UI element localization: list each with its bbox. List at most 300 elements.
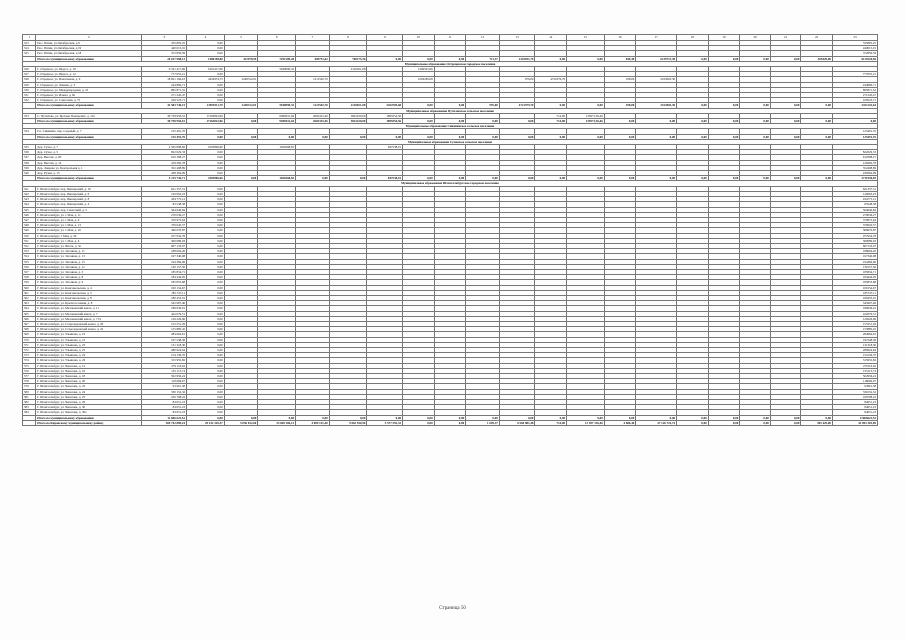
value-cell: 0,00	[466, 415, 500, 420]
value-cell: 370975,64	[832, 217, 877, 222]
value-cell: 0,00	[567, 103, 605, 108]
address-cell: Г. Шлиссельбург, ул. Чекалова, д. 12	[36, 363, 142, 368]
section-label: Муниципальное образование Суховское сельское поселение	[23, 139, 878, 144]
column-number-cell: 6	[258, 35, 296, 41]
value-cell: 777055,21	[832, 72, 877, 77]
value-cell: 434775,12	[832, 197, 877, 202]
value-cell: 83 548,38	[142, 202, 187, 207]
row-number: 563	[23, 301, 36, 306]
value-cell: 0,00	[187, 389, 225, 394]
row-number: 555	[23, 259, 36, 264]
value-cell: 118066,97	[832, 379, 877, 384]
value-cell: 5 056 812,60	[224, 420, 258, 425]
value-cell: 180 453,01	[142, 295, 187, 300]
value-cell: 0,00	[740, 103, 771, 108]
address-cell: Г. Шлиссельбург, пер. Пионерский, д. 8	[36, 197, 142, 202]
value-cell: 0,00	[296, 176, 330, 181]
address-cell: Г. Шлиссельбург, ул. Красного камня, д. 8	[36, 301, 142, 306]
total-label: Итого по муниципальному образованию	[36, 56, 142, 61]
column-number-cell: 18	[677, 35, 709, 41]
value-cell: 131 318,30	[142, 342, 187, 347]
value-cell: 125491,76	[832, 134, 877, 139]
value-cell: 185834,71	[832, 269, 877, 274]
address-cell: Г. Отрадное, ул. Ильич, д. 8а	[36, 93, 142, 98]
value-cell: 405751,62	[296, 56, 330, 61]
column-number-cell: 13	[499, 35, 535, 41]
value-cell: 0,00	[677, 420, 709, 425]
column-number-cell: 11	[434, 35, 466, 41]
value-cell: 1 649,37	[466, 420, 500, 425]
value-cell: 0,00	[187, 332, 225, 337]
address-cell: Г. Шлиссельбург, ул. Затонная, д. 8	[36, 275, 142, 280]
value-cell: 125 491,76	[142, 129, 187, 134]
address-cell: Г. Шлиссельбург, ул. Комсомольская, д. 4	[36, 285, 142, 290]
value-cell: 0,00	[187, 233, 225, 238]
value-cell: 0,00	[801, 415, 833, 420]
value-cell: 154 136,70	[142, 353, 187, 358]
value-cell: 0,00	[187, 295, 225, 300]
column-number-cell: 1	[23, 35, 36, 41]
row-number: 560	[23, 285, 36, 290]
row-number: 543	[23, 197, 36, 202]
value-cell: 2503806,66	[187, 176, 225, 181]
value-cell: 0,00	[708, 134, 740, 139]
value-cell: 0,00	[187, 379, 225, 384]
value-cell: 0,00	[636, 415, 677, 420]
address-cell: Дер. Выстав, д. 8б	[36, 155, 142, 160]
value-cell: 0,00	[187, 129, 225, 134]
value-cell: 9380431,64	[258, 119, 296, 124]
address-cell: Г. Шлиссельбург, ул. Ульянова, д. 25	[36, 347, 142, 352]
value-cell: 1269525,66	[403, 67, 435, 72]
total-label: Итого по Кировскому муниципальному району	[36, 420, 142, 425]
row-number: 571	[23, 342, 36, 347]
value-cell: 545907,46	[832, 301, 877, 306]
value-cell: 315955,82	[832, 358, 877, 363]
value-cell: 2248312,01	[224, 77, 258, 82]
value-cell: 366 670,87	[142, 228, 187, 233]
row-number: 569	[23, 332, 36, 337]
value-cell: 621 357,51	[142, 186, 187, 191]
value-cell: 100 154,67	[142, 285, 187, 290]
address-cell: Пос. Пятин, ул.Октябрьская, д.9	[36, 41, 142, 46]
value-cell: 370 975,64	[142, 217, 187, 222]
value-cell: 0,00	[466, 119, 500, 124]
value-cell: 244866,71	[832, 82, 877, 87]
value-cell: 106708,22	[832, 394, 877, 399]
value-cell: 0,00	[434, 134, 466, 139]
value-cell: 0,00	[677, 119, 709, 124]
value-cell: 895871,52	[832, 87, 877, 92]
value-cell: 5 577 592,33	[367, 420, 403, 425]
value-cell: 0,00	[187, 191, 225, 196]
value-cell: 125 491,76	[142, 134, 187, 139]
value-cell: 6119244,96	[832, 56, 877, 61]
value-cell: 0,00	[187, 202, 225, 207]
value-cell: 120063,23	[832, 191, 877, 196]
value-cell: 0,00	[296, 415, 330, 420]
value-cell: 188604,26	[832, 249, 877, 254]
value-cell: 0,00	[187, 368, 225, 373]
value-cell: 120 063,23	[142, 191, 187, 196]
value-cell: 0,00	[187, 327, 225, 332]
value-cell: 610398,27	[832, 155, 877, 160]
value-cell: 0,00	[466, 134, 500, 139]
value-cell: 188 604,26	[142, 249, 187, 254]
value-cell: 0,00	[187, 98, 225, 103]
value-cell: 84651,23	[832, 405, 877, 410]
value-cell: 0,00	[187, 285, 225, 290]
value-cell: 0,00	[801, 134, 833, 139]
address-cell: Г.п. Синявино, пер. Садовый, д. 7	[36, 129, 142, 134]
value-cell: 0,00	[187, 82, 225, 87]
column-number-cell: 12	[466, 35, 500, 41]
address-cell: Г. Отрадное, ул. Советская, д. 75	[36, 98, 142, 103]
value-cell: 0,00	[187, 150, 225, 155]
value-cell: 330152,32	[832, 389, 877, 394]
value-cell: 0,00	[187, 311, 225, 316]
value-cell: 2421142,64	[832, 103, 877, 108]
value-cell: 84651,23	[832, 400, 877, 405]
value-cell: 189 936,01	[142, 306, 187, 311]
column-number-cell: 17	[636, 35, 677, 41]
value-cell: 1211502,70	[296, 77, 330, 82]
value-cell: 0,00	[770, 56, 801, 61]
value-cell: 189936,01	[832, 306, 877, 311]
address-cell: Дер. Выстав, д. 14	[36, 160, 142, 165]
value-cell: 422 079,51	[142, 311, 187, 316]
value-cell: 9380431,64	[258, 113, 296, 118]
value-cell: 0,00	[187, 93, 225, 98]
value-cell: 0,00	[434, 56, 466, 61]
value-cell: 0,00	[499, 176, 535, 181]
address-cell: Г. Шлиссельбург, ул. Староладожский канал, д. 22	[36, 327, 142, 332]
value-cell: 2163003,30	[636, 103, 677, 108]
row-number: 579	[23, 384, 36, 389]
total-label: Итого по муниципальному образованию	[36, 415, 142, 420]
value-cell: 0,00	[434, 415, 466, 420]
value-cell: 0,00	[329, 415, 367, 420]
value-cell: 42 583 746,15	[142, 103, 187, 108]
value-cell: 0,00	[187, 171, 225, 176]
value-cell: 106 708,22	[142, 394, 187, 399]
value-cell: 0,00	[329, 134, 367, 139]
value-cell: 372859,59	[832, 51, 877, 56]
column-number-cell: 19	[708, 35, 740, 41]
value-cell: 29 232 316,37	[187, 420, 225, 425]
row-number: 546	[23, 212, 36, 217]
value-cell: 0,00	[224, 134, 258, 139]
value-cell: 438364,09	[832, 171, 877, 176]
value-cell: 305 429,00	[801, 420, 833, 425]
address-cell: Г. Шлиссельбург, ул. Чекалова, д. 30	[36, 405, 142, 410]
value-cell: 422079,51	[832, 311, 877, 316]
row-number: 552	[23, 243, 36, 248]
value-cell: 270 036,27	[142, 212, 187, 217]
row-number: 577	[23, 374, 36, 379]
row-number: 528	[23, 77, 36, 82]
total-label: Итого по муниципальному образованию	[36, 134, 142, 139]
row-number: 553	[23, 249, 36, 254]
column-number-cell: 15	[567, 35, 605, 41]
value-cell: 0,00	[636, 119, 677, 124]
row-number: 564	[23, 306, 36, 311]
value-cell: 0,00	[187, 353, 225, 358]
address-cell: Г. Шлиссельбург, ул. Ульянова, д. 24	[36, 353, 142, 358]
value-cell: 1211502,70	[296, 103, 330, 108]
value-cell: 0,00	[187, 316, 225, 321]
value-cell: 257934,78	[832, 233, 877, 238]
page-number: Страница 50	[439, 606, 466, 611]
value-cell: 11606622,52	[832, 415, 877, 420]
row-number: 573	[23, 353, 36, 358]
value-cell: 26 017 988,12	[142, 56, 187, 61]
value-cell: 0,00	[187, 51, 225, 56]
value-cell: 0,00	[770, 119, 801, 124]
column-number-cell: 21	[770, 35, 801, 41]
value-cell: 0,00	[535, 134, 567, 139]
value-cell: 2120021,08	[329, 67, 367, 72]
value-cell: 0,00	[329, 176, 367, 181]
row-number: 561	[23, 290, 36, 295]
address-cell: Дер. Сухое, д. 5	[36, 150, 142, 155]
value-cell: 0,00	[187, 165, 225, 170]
value-cell: 0,00	[187, 207, 225, 212]
value-cell: 0,00	[187, 87, 225, 92]
value-cell: 0,00	[187, 342, 225, 347]
value-cell: 0,00	[434, 103, 466, 108]
value-cell: 0,00	[187, 394, 225, 399]
value-cell: 271245,47	[832, 93, 877, 98]
value-cell: 0,00	[499, 119, 535, 124]
address-cell: Г. Шлиссельбург, пер. Пионерский, д. 10	[36, 186, 142, 191]
value-cell: 108,00	[604, 77, 636, 82]
value-cell: 0,00	[677, 56, 709, 61]
value-cell: 2344951,79	[499, 56, 535, 61]
row-number: 537	[23, 155, 36, 160]
address-cell: Г. Отрадное, ул. Щорса, д. 10	[36, 67, 142, 72]
value-cell: 194 384,06	[142, 259, 187, 264]
value-cell: 0,00	[535, 415, 567, 420]
value-cell: 300 089,93	[142, 238, 187, 243]
value-cell: 0,00	[770, 134, 801, 139]
value-cell: 760175,36	[329, 56, 367, 61]
address-cell: Г. Отрадное, ул. Щорса, д. 12	[36, 72, 142, 77]
value-cell: 0,00	[801, 176, 833, 181]
row-number: 548	[23, 223, 36, 228]
value-cell: 0,00	[258, 415, 296, 420]
value-cell: 822029,33	[832, 150, 877, 155]
address-cell: Г. Шлиссельбург, пер. Пионерский, д. 6	[36, 191, 142, 196]
value-cell: 0,00	[604, 176, 636, 181]
total-label: Итого по муниципальному образованию	[36, 119, 142, 124]
value-cell: 0,00	[187, 337, 225, 342]
value-cell: 7291289,28	[258, 56, 296, 61]
row-number: 568	[23, 327, 36, 332]
row-number: 566	[23, 316, 36, 321]
value-cell: 0,00	[258, 134, 296, 139]
value-cell: 370645,57	[832, 223, 877, 228]
row-number	[23, 420, 36, 425]
value-cell: 610 398,27	[142, 155, 187, 160]
value-cell: 270036,27	[832, 212, 877, 217]
value-cell: 0,00	[187, 363, 225, 368]
value-cell: 0,00	[187, 347, 225, 352]
address-cell: Г. Шлиссельбург, 1 Мая, д. 20	[36, 233, 142, 238]
value-cell: 0,00	[403, 56, 435, 61]
value-cell: 2711930,05	[832, 176, 877, 181]
value-cell: 0,00	[740, 119, 771, 124]
value-cell: 129 226,06	[142, 316, 187, 321]
value-cell: 440015,91	[832, 46, 877, 51]
value-cell: 0,00	[770, 420, 801, 425]
column-number-cell: 4	[187, 35, 225, 41]
row-number: 562	[23, 295, 36, 300]
value-cell: 17163822,06	[187, 113, 225, 118]
value-cell: 0,00	[770, 176, 801, 181]
address-cell: Дер. Ручьи, д. 15	[36, 171, 142, 176]
value-cell: 0,00	[224, 119, 258, 124]
value-cell: 84651,23	[832, 410, 877, 415]
value-cell: 197340,08	[832, 254, 877, 259]
value-cell: 1656268,65	[258, 145, 296, 150]
value-cell: 0,00	[832, 119, 877, 124]
address-cell: Г. Отрадное, ул. Вокзальная, д. 9	[36, 77, 142, 82]
row-number: 559	[23, 280, 36, 285]
section-label: Муниципальное образование Острецовское городское поселение	[23, 61, 878, 66]
value-cell: 17163822,06	[187, 119, 225, 124]
value-cell: 0,00	[535, 176, 567, 181]
row-number: 545	[23, 207, 36, 212]
row-number: 541	[23, 186, 36, 191]
value-cell: 279116,02	[832, 363, 877, 368]
value-cell: 1656268,65	[258, 176, 296, 181]
row-number: 557	[23, 269, 36, 274]
row-number: 549	[23, 228, 36, 233]
row-number: 523	[23, 41, 36, 46]
value-cell: 0,00	[708, 420, 740, 425]
value-cell: 0,00	[187, 301, 225, 306]
address-cell: Г. Шлиссельбург, ул. 1 Мая, д. 11	[36, 212, 142, 217]
value-cell: 0,00	[535, 56, 567, 61]
column-number-cell: 23	[832, 35, 877, 41]
value-cell: 335805,25	[832, 41, 877, 46]
address-cell: Г. Шлиссельбург, ул. Флота, д. 3а	[36, 243, 142, 248]
value-cell: 0,00	[708, 119, 740, 124]
value-cell: 714,00	[535, 113, 567, 118]
value-cell: 11 606 622,52	[142, 415, 187, 420]
value-cell: 440 015,91	[142, 46, 187, 51]
address-cell: Г. Шлиссельбург, ул. Чекалова, д. 25	[36, 394, 142, 399]
value-cell: 0,00	[187, 197, 225, 202]
value-cell: 0,00	[677, 176, 709, 181]
address-cell: Г. Отрадное, ул. Международная, д. 10	[36, 87, 142, 92]
address-cell: Г. Шлиссельбург, ул. Затонная, д. 15	[36, 259, 142, 264]
value-cell: 131318,30	[832, 342, 877, 347]
address-cell: Г. Шлиссельбург, ул. Затонная, д. 11	[36, 249, 142, 254]
value-cell: 84 651,23	[142, 400, 187, 405]
value-cell: 155113,74	[832, 368, 877, 373]
address-cell: Г. Шлиссельбург, ул. Чекалова, д. 16	[36, 368, 142, 373]
value-cell: 0,00	[677, 103, 709, 108]
value-cell: 9161417,06	[187, 67, 225, 72]
address-cell: Г. Шлиссельбург, ул. Малоневский канал, д. 71/1	[36, 316, 142, 321]
row-number: 539	[23, 165, 36, 170]
value-cell: 0,00	[187, 155, 225, 160]
address-cell: Г. Шлиссельбург, ул. Затонная, д. 13	[36, 254, 142, 259]
value-cell: 229523,71	[832, 98, 877, 103]
value-cell: 0,00	[499, 134, 535, 139]
data-table	[22, 34, 878, 426]
value-cell: 0,00	[187, 46, 225, 51]
value-cell: 0,00	[187, 228, 225, 233]
value-cell: 229 523,71	[142, 98, 187, 103]
value-cell: 1004180,08	[403, 77, 435, 82]
value-cell: 33 048 106,12	[258, 420, 296, 425]
value-cell: 502 956,24	[142, 374, 187, 379]
value-cell: 135971,36,46	[567, 119, 605, 124]
value-cell: 369 742 889,24	[142, 420, 187, 425]
row-number: 554	[23, 254, 36, 259]
value-cell: 130157,56	[832, 264, 877, 269]
value-cell: 0,00	[187, 415, 225, 420]
section-label: Муниципальное образование Путиловское сельское поселение	[23, 108, 878, 113]
value-cell: 976,00	[499, 77, 535, 82]
value-cell: 0,00	[187, 290, 225, 295]
value-cell: 93961,38	[832, 384, 877, 389]
value-cell: 714,00	[535, 119, 567, 124]
column-number-cell: 14	[535, 35, 567, 41]
address-cell: Г. Шлиссельбург, ул. Малоневский канал, д. 7	[36, 311, 142, 316]
value-cell: 0,00	[403, 415, 435, 420]
value-cell: 5940090,32	[258, 103, 296, 108]
column-number-cell: 8	[329, 35, 367, 41]
value-cell: 0,00	[187, 134, 225, 139]
value-cell: 42 093 303,89	[832, 420, 877, 425]
row-number: 530	[23, 87, 36, 92]
row-number: 551	[23, 238, 36, 243]
column-number-cell: 2	[36, 35, 142, 41]
value-cell: 83548,38	[832, 202, 877, 207]
value-cell: 0,00	[187, 306, 225, 311]
value-cell: 2163003,30	[636, 77, 677, 82]
value-cell: 300089,93	[832, 238, 877, 243]
value-cell: 0,00	[187, 384, 225, 389]
row-number: 558	[23, 275, 36, 280]
value-cell: 0,00	[567, 56, 605, 61]
row-number: 572	[23, 347, 36, 352]
row-number: 533	[23, 113, 36, 118]
row-number: 581	[23, 394, 36, 399]
address-cell: Г. Шлиссельбург, ул. Затонная, д. 9	[36, 280, 142, 285]
value-cell: 777 055,21	[142, 72, 187, 77]
value-cell: 412978,59	[224, 56, 258, 61]
address-cell: Г. Шлиссельбург, ул. Ульянова, д. 23	[36, 342, 142, 347]
value-cell: 0,00	[535, 103, 567, 108]
value-cell: 502956,24	[832, 374, 877, 379]
value-cell: 0,00	[636, 134, 677, 139]
value-cell: 129226,06	[832, 316, 877, 321]
value-cell: 118 066,97	[142, 379, 187, 384]
value-cell: 0,00	[187, 321, 225, 326]
value-cell: 184 444,95	[142, 275, 187, 280]
value-cell: 352 498,89	[142, 165, 187, 170]
row-number: 531	[23, 93, 36, 98]
row-number: 556	[23, 264, 36, 269]
address-cell: Г. Шлиссельбург, ул. Чекалова, д. 24	[36, 389, 142, 394]
value-cell: 0,00	[604, 134, 636, 139]
value-cell: 155 113,74	[142, 368, 187, 373]
